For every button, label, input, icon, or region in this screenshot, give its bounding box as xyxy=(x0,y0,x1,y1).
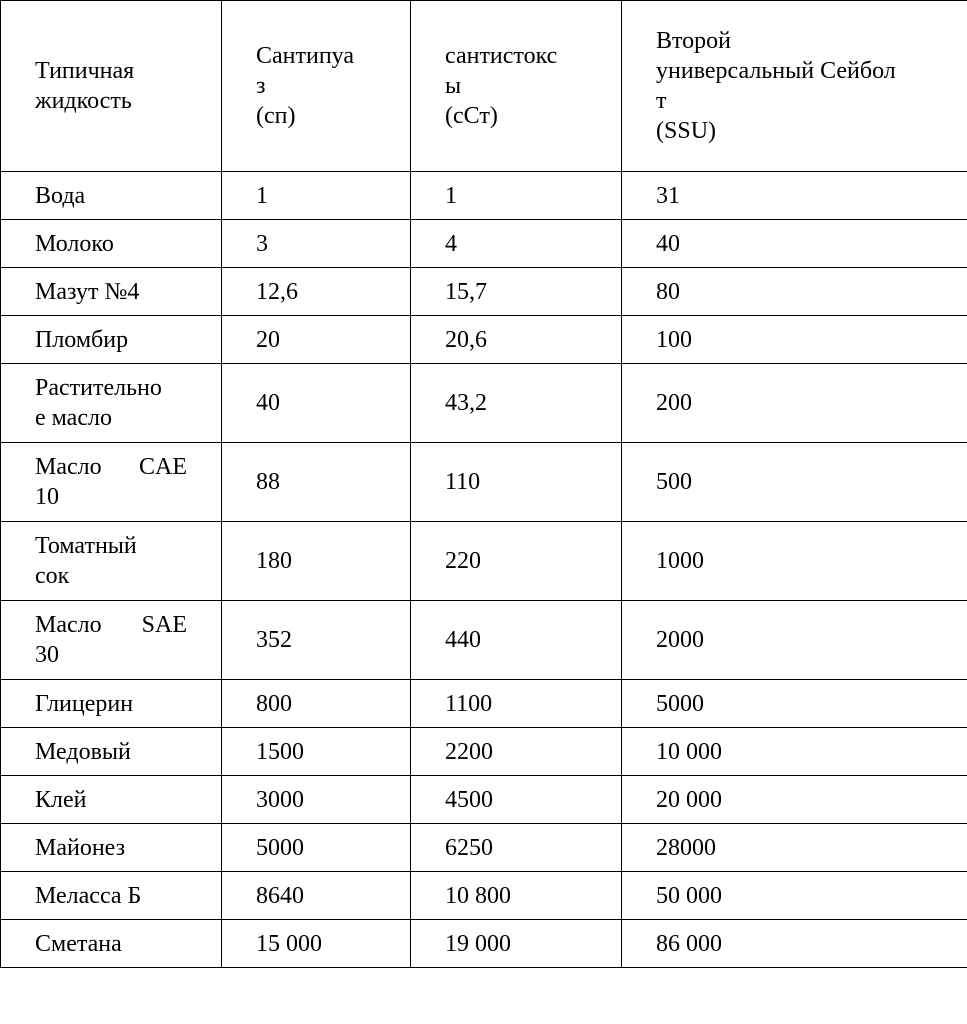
cell-ssu: 20 000 xyxy=(622,776,967,824)
cell-liquid: Растительно е масло xyxy=(1,364,222,443)
cell-cp: 88 xyxy=(222,443,411,522)
cell-cst: 4500 xyxy=(411,776,622,824)
cell-ssu: 86 000 xyxy=(622,920,967,968)
cell-cp: 800 xyxy=(222,680,411,728)
cell-cst: 10 800 xyxy=(411,872,622,920)
header-centipoise: Сантипуа з (сп) xyxy=(222,1,411,172)
cell-cp: 20 xyxy=(222,316,411,364)
cell-ssu: 100 xyxy=(622,316,967,364)
table-row xyxy=(1,443,967,522)
table-row xyxy=(1,824,967,872)
cell-ssu: 31 xyxy=(622,172,967,220)
liquid-name-word: CAE xyxy=(139,454,187,480)
cell-ssu: 200 xyxy=(622,364,967,443)
table-row xyxy=(1,316,967,364)
cell-cst: 440 xyxy=(411,601,622,680)
cell-liquid xyxy=(1,601,222,680)
cell-cst: 220 xyxy=(411,522,622,601)
header-ssu: Второй универсальный Сейбол т (SSU) xyxy=(622,1,967,172)
liquid-name-word: Масло xyxy=(35,612,102,638)
cell-ssu: 2000 xyxy=(622,601,967,680)
cell-liquid: Медовый xyxy=(1,728,222,776)
cell-cst: 43,2 xyxy=(411,364,622,443)
cell-cst: 2200 xyxy=(411,728,622,776)
cell-liquid: Майонез xyxy=(1,824,222,872)
cell-cst: 15,7 xyxy=(411,268,622,316)
cell-liquid: Молоко xyxy=(1,220,222,268)
table-row xyxy=(1,776,967,824)
table-header-row xyxy=(1,1,967,172)
cell-cp: 40 xyxy=(222,364,411,443)
table-row xyxy=(1,522,967,601)
table-row xyxy=(1,172,967,220)
cell-liquid: Томатный сок xyxy=(1,522,222,601)
cell-cst: 6250 xyxy=(411,824,622,872)
table-row xyxy=(1,268,967,316)
table-row xyxy=(1,728,967,776)
cell-cst: 4 xyxy=(411,220,622,268)
cell-ssu: 10 000 xyxy=(622,728,967,776)
cell-liquid: Глицерин xyxy=(1,680,222,728)
cell-liquid: Меласса Б xyxy=(1,872,222,920)
header-liquid: Типичная жидкость xyxy=(1,1,222,172)
cell-cst: 1 xyxy=(411,172,622,220)
cell-ssu: 50 000 xyxy=(622,872,967,920)
cell-liquid: Клей xyxy=(1,776,222,824)
cell-ssu: 80 xyxy=(622,268,967,316)
cell-cp: 1 xyxy=(222,172,411,220)
header-centistokes: сантистокс ы (сСт) xyxy=(411,1,622,172)
table-row xyxy=(1,601,967,680)
liquid-name-grade: 10 xyxy=(35,484,59,510)
liquid-name-word: Масло xyxy=(35,454,102,480)
cell-cp: 1500 xyxy=(222,728,411,776)
liquid-name-word: SAE xyxy=(141,612,187,638)
cell-liquid: Вода xyxy=(1,172,222,220)
cell-liquid: Сметана xyxy=(1,920,222,968)
table-row xyxy=(1,680,967,728)
cell-cp: 352 xyxy=(222,601,411,680)
liquid-name-grade: 30 xyxy=(35,642,59,668)
cell-cp: 180 xyxy=(222,522,411,601)
liquid-name-justified xyxy=(35,452,187,482)
cell-cp: 12,6 xyxy=(222,268,411,316)
table-row xyxy=(1,872,967,920)
liquid-name-justified xyxy=(35,610,187,640)
cell-cp: 5000 xyxy=(222,824,411,872)
cell-ssu: 28000 xyxy=(622,824,967,872)
cell-ssu: 40 xyxy=(622,220,967,268)
cell-ssu: 5000 xyxy=(622,680,967,728)
cell-cp: 8640 xyxy=(222,872,411,920)
cell-cp: 3 xyxy=(222,220,411,268)
table-row xyxy=(1,920,967,968)
cell-liquid xyxy=(1,443,222,522)
cell-cp: 3000 xyxy=(222,776,411,824)
cell-ssu: 500 xyxy=(622,443,967,522)
cell-cst: 19 000 xyxy=(411,920,622,968)
cell-cst: 110 xyxy=(411,443,622,522)
cell-cp: 15 000 xyxy=(222,920,411,968)
cell-cst: 1100 xyxy=(411,680,622,728)
table-row xyxy=(1,220,967,268)
cell-ssu: 1000 xyxy=(622,522,967,601)
cell-cst: 20,6 xyxy=(411,316,622,364)
table-row xyxy=(1,364,967,443)
cell-liquid: Мазут №4 xyxy=(1,268,222,316)
cell-liquid: Пломбир xyxy=(1,316,222,364)
